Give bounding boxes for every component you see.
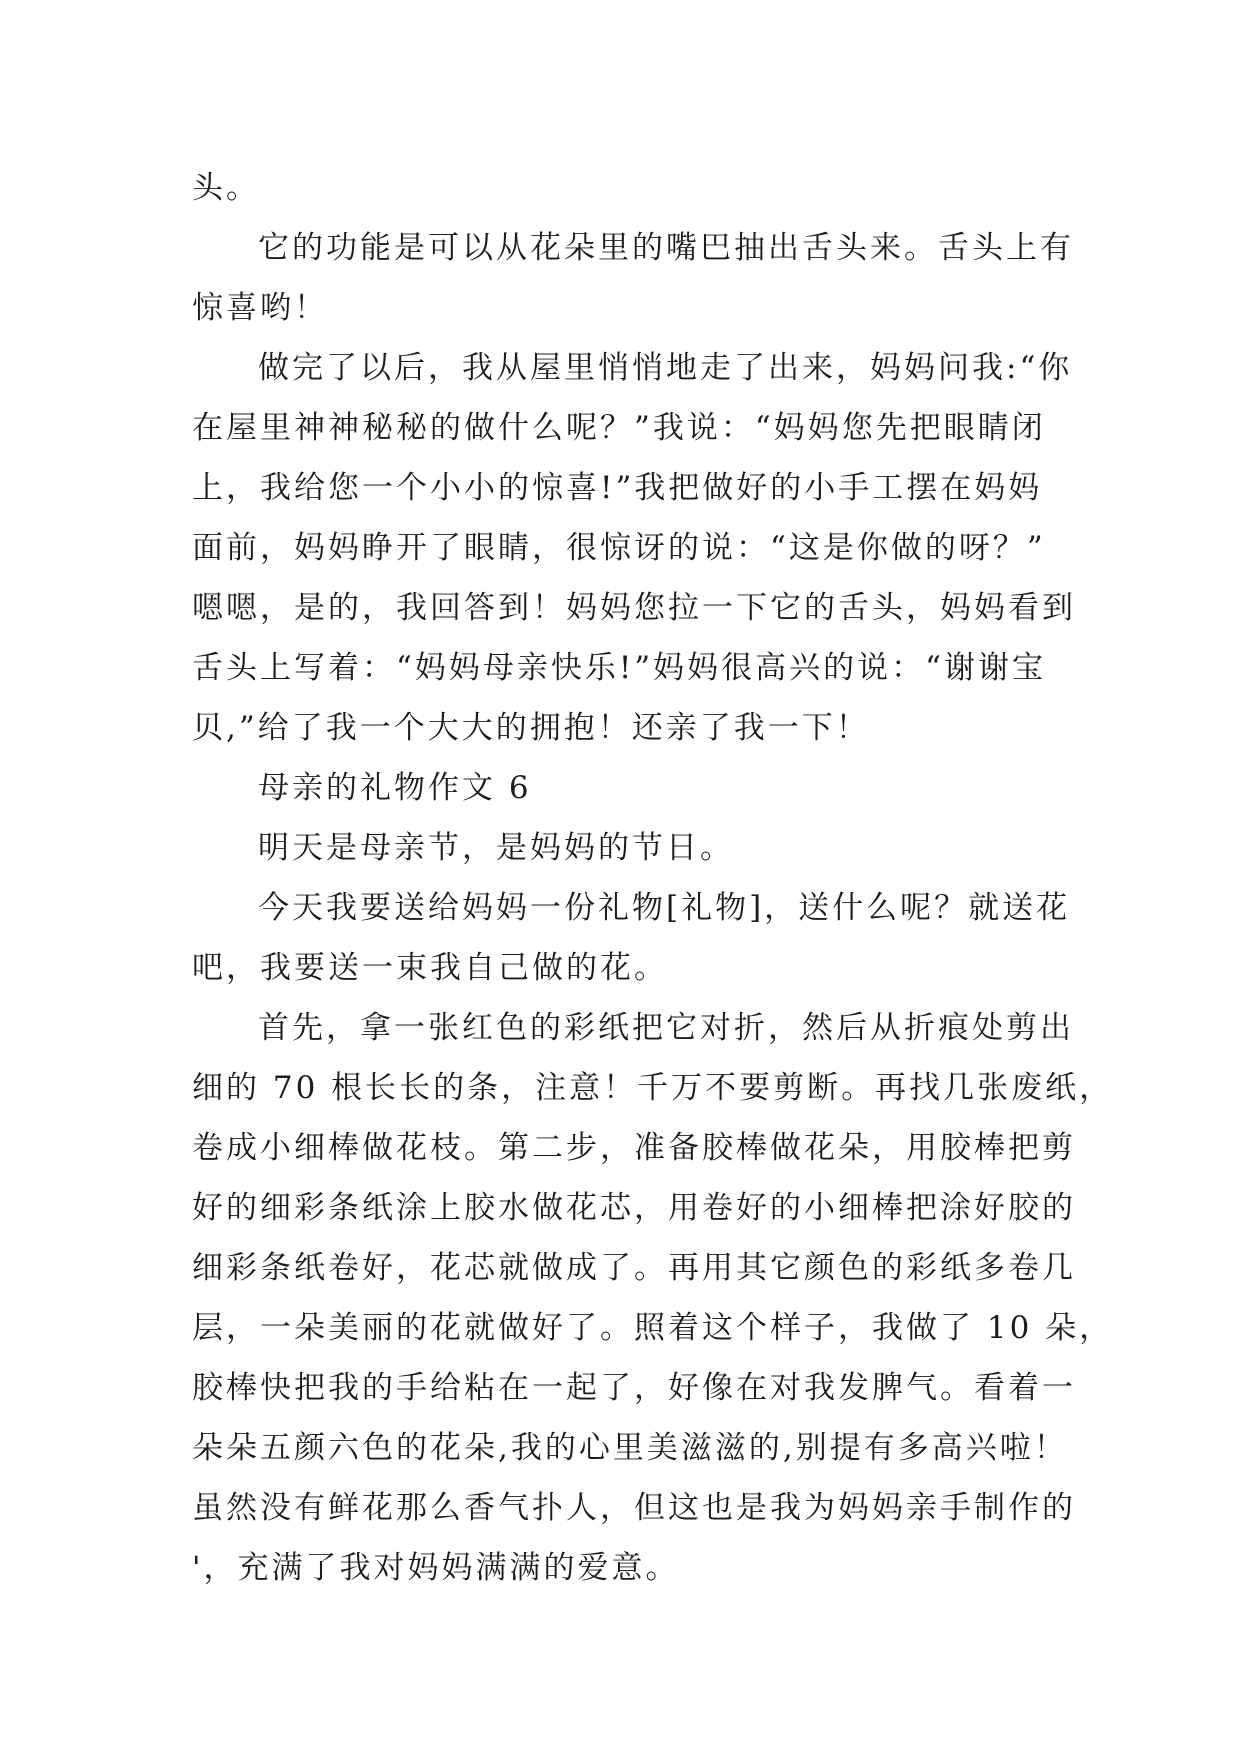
- text-line: 舌头上写着：“妈妈母亲快乐!”妈妈很高兴的说：“谢谢宝: [192, 650, 1046, 686]
- text-line: 在屋里神神秘秘的做什么呢？”我说：“妈妈您先把眼睛闭: [192, 410, 1046, 446]
- section-heading: 母亲的礼物作文 6: [258, 770, 532, 806]
- text-line: 吧，我要送一束我自己做的花。: [192, 950, 668, 986]
- text-line: 嗯嗯，是的，我回答到！妈妈您拉一下它的舌头，妈妈看到: [192, 590, 1076, 626]
- text-line: 上，我给您一个小小的惊喜!”我把做好的小手工摆在妈妈: [192, 470, 1043, 506]
- text-line: 细彩条纸卷好，花芯就做成了。再用其它颜色的彩纸多卷几: [192, 1250, 1076, 1286]
- text-line: 好的细彩条纸涂上胶水做花芯，用卷好的小细棒把涂好胶的: [192, 1190, 1076, 1226]
- text-line: 它的功能是可以从花朵里的嘴巴抽出舌头来。舌头上有: [258, 230, 1074, 266]
- text-line: 做完了以后，我从屋里悄悄地走了出来，妈妈问我:“你: [258, 350, 1073, 386]
- text-line: 明天是母亲节，是妈妈的节日。: [258, 830, 734, 866]
- document-body: [192, 158, 1114, 1598]
- text-line: 朵朵五颜六色的花朵,我的心里美滋滋的,别提有多高兴啦！: [192, 1430, 1068, 1466]
- text-line: 胶棒快把我的手给粘在一起了，好像在对我发脾气。看着一: [192, 1370, 1076, 1406]
- text-line: 头。: [192, 170, 260, 206]
- text-line: 细的 70 根长长的条，注意！千万不要剪断。再找几张废纸，: [192, 1070, 1114, 1106]
- text-line: 虽然没有鲜花那么香气扑人，但这也是我为妈妈亲手制作的: [192, 1490, 1076, 1526]
- text-line: '，充满了我对妈妈满满的爱意。: [192, 1550, 680, 1586]
- text-line: 惊喜哟！: [192, 290, 328, 326]
- text-line: 卷成小细棒做花枝。第二步，准备胶棒做花朵，用胶棒把剪: [192, 1130, 1076, 1166]
- text-line: 贝,”给了我一个大大的拥抱！还亲了我一下！: [192, 710, 870, 746]
- text-line: 今天我要送给妈妈一份礼物[礼物]，送什么呢？就送花: [258, 890, 1071, 926]
- text-line: 首先，拿一张红色的彩纸把它对折，然后从折痕处剪出: [258, 1010, 1074, 1046]
- text-line: 面前，妈妈睁开了眼睛，很惊讶的说：“这是你做的呀？”: [192, 530, 1046, 566]
- text-line: 层，一朵美丽的花就做好了。照着这个样子，我做了 10 朵，: [192, 1310, 1114, 1346]
